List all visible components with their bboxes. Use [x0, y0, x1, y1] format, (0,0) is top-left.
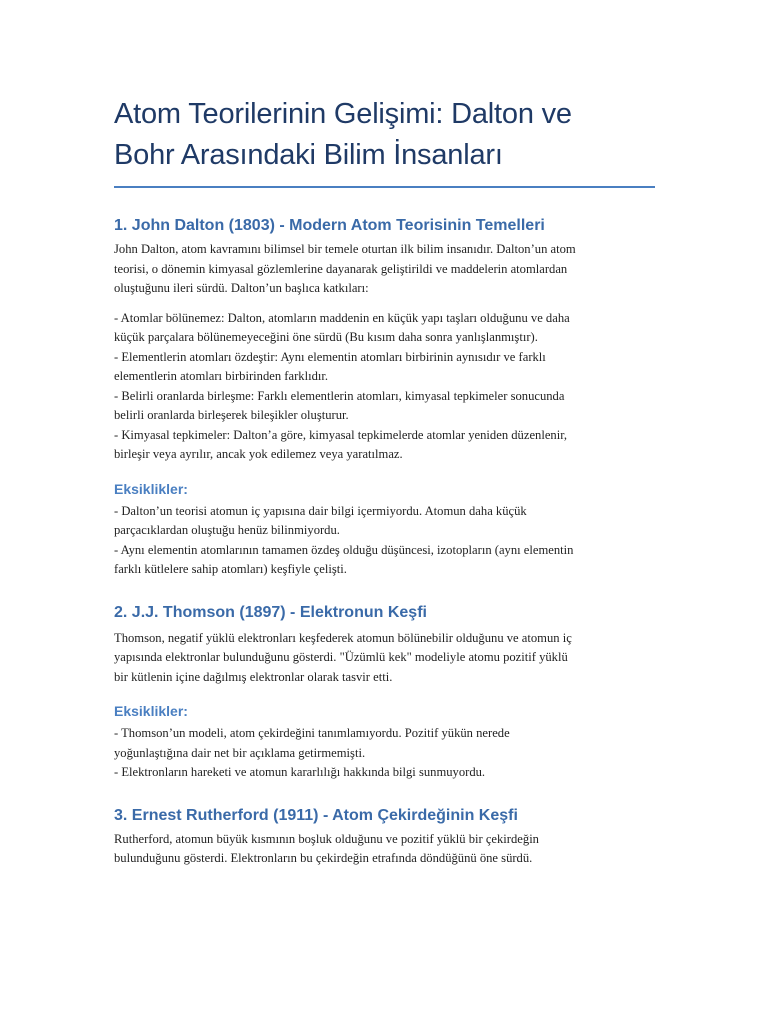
text-line: - Elektronların hareketi ve atomun kararlılığı hakkında bilgi sunmuyordu.: [114, 765, 486, 779]
dalton-shortcomings-heading: Eksiklikler:: [114, 480, 188, 497]
text-line: bir kütlenin içine dağılmış elektronlar olarak tasvir etti.: [114, 669, 393, 684]
text-line: - Elementlerin atomları özdeştir: Aynı elementin atomları birbirinin aynısıdır ve farklı: [114, 349, 546, 364]
text-line: parçacıklardan oluştuğu henüz bilinmiyordu.: [114, 523, 340, 537]
text-line: yapısında elektronlar bulunduğunu gösterdi. "Üzümlü kek" modeliyle atomu pozitif yüklü: [114, 650, 568, 664]
text-line: bulunduğunu gösterdi. Elektronların bu çekirdeğin etrafında döndüğünü öne sürdü.: [114, 851, 533, 865]
text-line: birleşir veya ayrılır, ancak yok edilemez veya yaratılmaz.: [114, 447, 403, 461]
text-line: - Belirli oranlarda birleşme: Farklı elementlerin atomları, kimyasal tepkimeler sonucunda: [114, 388, 565, 403]
section-heading-rutherford: 3. Ernest Rutherford (1911) - Atom Çekirdeğinin Keşfi: [114, 806, 518, 824]
text-line: teorisi, o dönemin kimyasal gözlemlerine dayanarak geliştirildi ve maddelerin atomlardan: [114, 261, 568, 276]
dalton-contributions-list: [114, 309, 655, 465]
text-line: John Dalton, atom kavramını bilimsel bir temele oturtan ilk bilim insanıdır. Dalton’un atom: [114, 242, 576, 256]
title-line: Bohr Arasındaki Bilim İnsanları: [114, 139, 503, 171]
text-line: farklı kütlelere sahip atomları) keşfiyle çelişti.: [114, 562, 347, 576]
thomson-intro-paragraph: [114, 629, 655, 688]
title-divider: [114, 186, 655, 188]
text-line: Thomson, negatif yüklü elektronları keşfederek atomun bölünebilir olduğunu ve atomun iç: [114, 630, 572, 645]
rutherford-intro-paragraph: [114, 830, 655, 869]
text-line: küçük parçalara bölünemeyeceğini öne sürdü (Bu kısım daha sonra yanlışlanmıştır).: [114, 330, 538, 344]
document-title: [114, 0, 655, 176]
section-heading-dalton: 1. John Dalton (1803) - Modern Atom Teorisinin Temelleri: [114, 217, 545, 234]
dalton-intro-paragraph: [114, 240, 655, 299]
thomson-shortcomings-heading: Eksiklikler:: [114, 703, 188, 719]
text-line: - Kimyasal tepkimeler: Dalton’a göre, kimyasal tepkimelerde atomlar yeniden düzenlenir,: [114, 427, 568, 442]
text-line: - Aynı elementin atomlarının tamamen özdeş olduğu düşüncesi, izotopların (aynı elementin: [114, 542, 574, 557]
section-heading-thomson: 2. J.J. Thomson (1897) - Elektronun Keşfi: [114, 603, 427, 621]
title-line: Atom Teorilerinin Gelişimi: Dalton ve: [114, 98, 572, 130]
dalton-shortcomings-list: [114, 502, 655, 580]
text-line: elementlerin atomları birbirinden farklıdır.: [114, 369, 329, 383]
thomson-shortcomings-list: [114, 724, 655, 783]
text-line: belirli oranlarda birleşerek bileşikler oluşturur.: [114, 408, 349, 422]
text-line: oluştuğunu ileri sürdü. Dalton’un başlıca katkıları:: [114, 281, 369, 295]
text-line: yoğunlaştığına dair net bir açıklama getirmemişti.: [114, 745, 366, 760]
text-line: - Thomson’un modeli, atom çekirdeğini tanımlamıyordu. Pozitif yükün nerede: [114, 726, 510, 740]
text-line: - Atomlar bölünemez: Dalton, atomların maddenin en küçük yapı taşları olduğunu ve daha: [114, 310, 570, 325]
text-line: Rutherford, atomun büyük kısmının boşluk olduğunu ve pozitif yüklü bir çekirdeğin: [114, 831, 539, 846]
text-line: - Dalton’un teorisi atomun iç yapısına dair bilgi içermiyordu. Atomun daha küçük: [114, 503, 527, 518]
